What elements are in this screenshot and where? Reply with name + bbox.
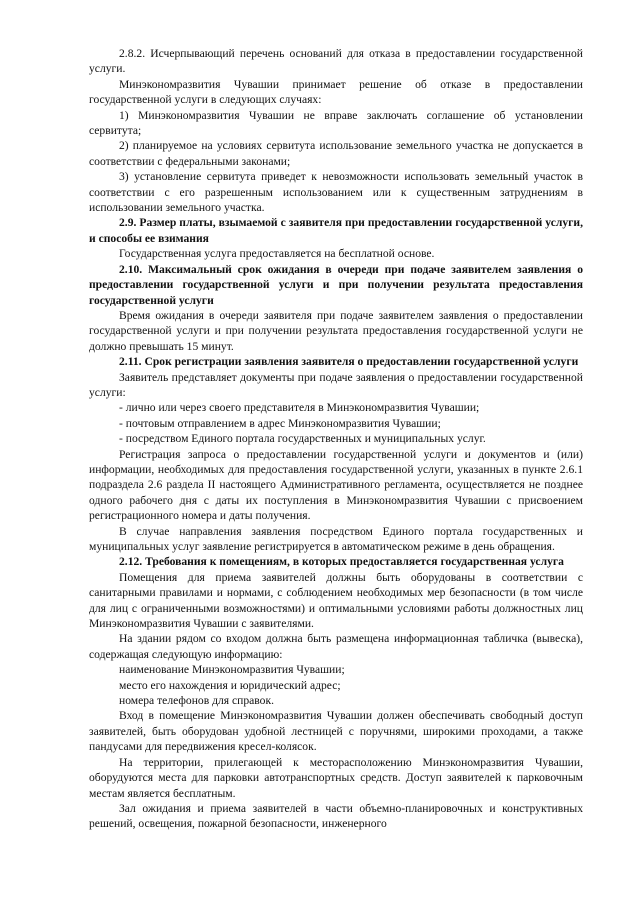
section-heading-2-9: 2.9. Размер платы, взымаемой с заявителя при предоставлении государственной услуги, и способы ее взимания — [89, 216, 583, 245]
list-item: - почтовым отправлением в адрес Минэкономразвития Чувашии; — [119, 416, 441, 430]
paragraph: Зал ожидания и приема заявителей в части объемно-планировочных и конструктивных решений, освещения, пожарной безопасности, инженерного — [89, 801, 583, 831]
section-heading-2-12: 2.12. Требования к помещениям, в которых предоставляется государственная услуга — [119, 555, 564, 569]
paragraph: Минэкономразвития Чувашии принимает решение об отказе в предоставлении государственной услуги в следующих случаях: — [89, 77, 583, 107]
paragraph: Заявитель представляет документы при подаче заявления о предоставлении государственной услуги: — [89, 370, 583, 399]
document-page — [89, 46, 583, 832]
paragraph: Помещения для приема заявителей должны быть оборудованы в соответствии с санитарными правилами и нормами, с соблюдением необходимых мер безопасности (в том числе для лиц с ограниченными возможностями) и оптимальными условиями работы должностных лиц Минэкономразвития Чувашии с заявителями. — [89, 570, 583, 631]
paragraph: В случае направления заявления посредством Единого портала государственных и муниципальных услуг заявление регистрируется в автоматическом режиме в день обращения. — [89, 524, 583, 553]
list-item: наименование Минэкономразвития Чувашии; — [119, 663, 345, 677]
section-heading-2-11: 2.11. Срок регистрации заявления заявителя о предоставлении государственной услуги — [119, 355, 579, 369]
paragraph: Время ожидания в очереди заявителя при подаче заявителем заявления о предоставлении государственной услуги и при получении результата предоставления государственной услуги не должно превышать 15 минут. — [89, 308, 583, 353]
list-item: номера телефонов для справок. — [119, 694, 275, 708]
paragraph: Регистрация запроса о предоставлении государственной услуги и документов и (или) информации, необходимых для предоставления государственной услуги, указанных в пункте 2.6.1 подраздела 2.6 раздела II настоящего Административного регламента, осуществляется не позднее одного рабочего дня с даты их поступления в Минэкономразвития Чувашии с присвоением регистрационного номера и даты получения. — [89, 447, 583, 523]
list-item: - посредством Единого портала государственных и муниципальных услуг. — [119, 432, 486, 446]
paragraph-2-8-2: 2.8.2. Исчерпывающий перечень оснований для отказа в предоставлении государственной услуги. — [89, 47, 583, 76]
paragraph: На здании рядом со входом должна быть размещена информационная табличка (вывеска), содержащая следующую информацию: — [89, 632, 583, 661]
list-item: 2) планируемое на условиях сервитута использование земельного участка не допускается в соответствии с федеральными законами; — [89, 139, 583, 168]
paragraph: Вход в помещение Минэкономразвития Чувашии должен обеспечивать свободный доступ заявителей, быть оборудован удобной лестницей с поручнями, широкими проходами, а также пандусами для передвижения кресел-колясок. — [89, 709, 583, 754]
list-item: 1) Минэкономразвития Чувашии не вправе заключать соглашение об установлении сервитута; — [89, 108, 583, 138]
list-item: - лично или через своего представителя в Минэкономразвития Чувашии; — [119, 401, 480, 415]
paragraph: На территории, прилегающей к месторасположению Минэкономразвития Чувашии, оборудуются места для парковки автотранспортных средств. Доступ заявителей к парковочным местам является бесплатным. — [89, 755, 583, 800]
list-item: место его нахождения и юридический адрес; — [119, 678, 341, 692]
section-heading-2-10: 2.10. Максимальный срок ожидания в очереди при подаче заявителем заявления о предоставлении государственной услуги и при получении результата предоставления государственной услуги — [89, 262, 583, 307]
list-item: 3) установление сервитута приведет к невозможности использовать земельный участок в соответствии с его разрешенным использованием или к существенным затруднениям в использовании земельного участка. — [89, 170, 583, 215]
paragraph: Государственная услуга предоставляется на бесплатной основе. — [119, 247, 435, 261]
